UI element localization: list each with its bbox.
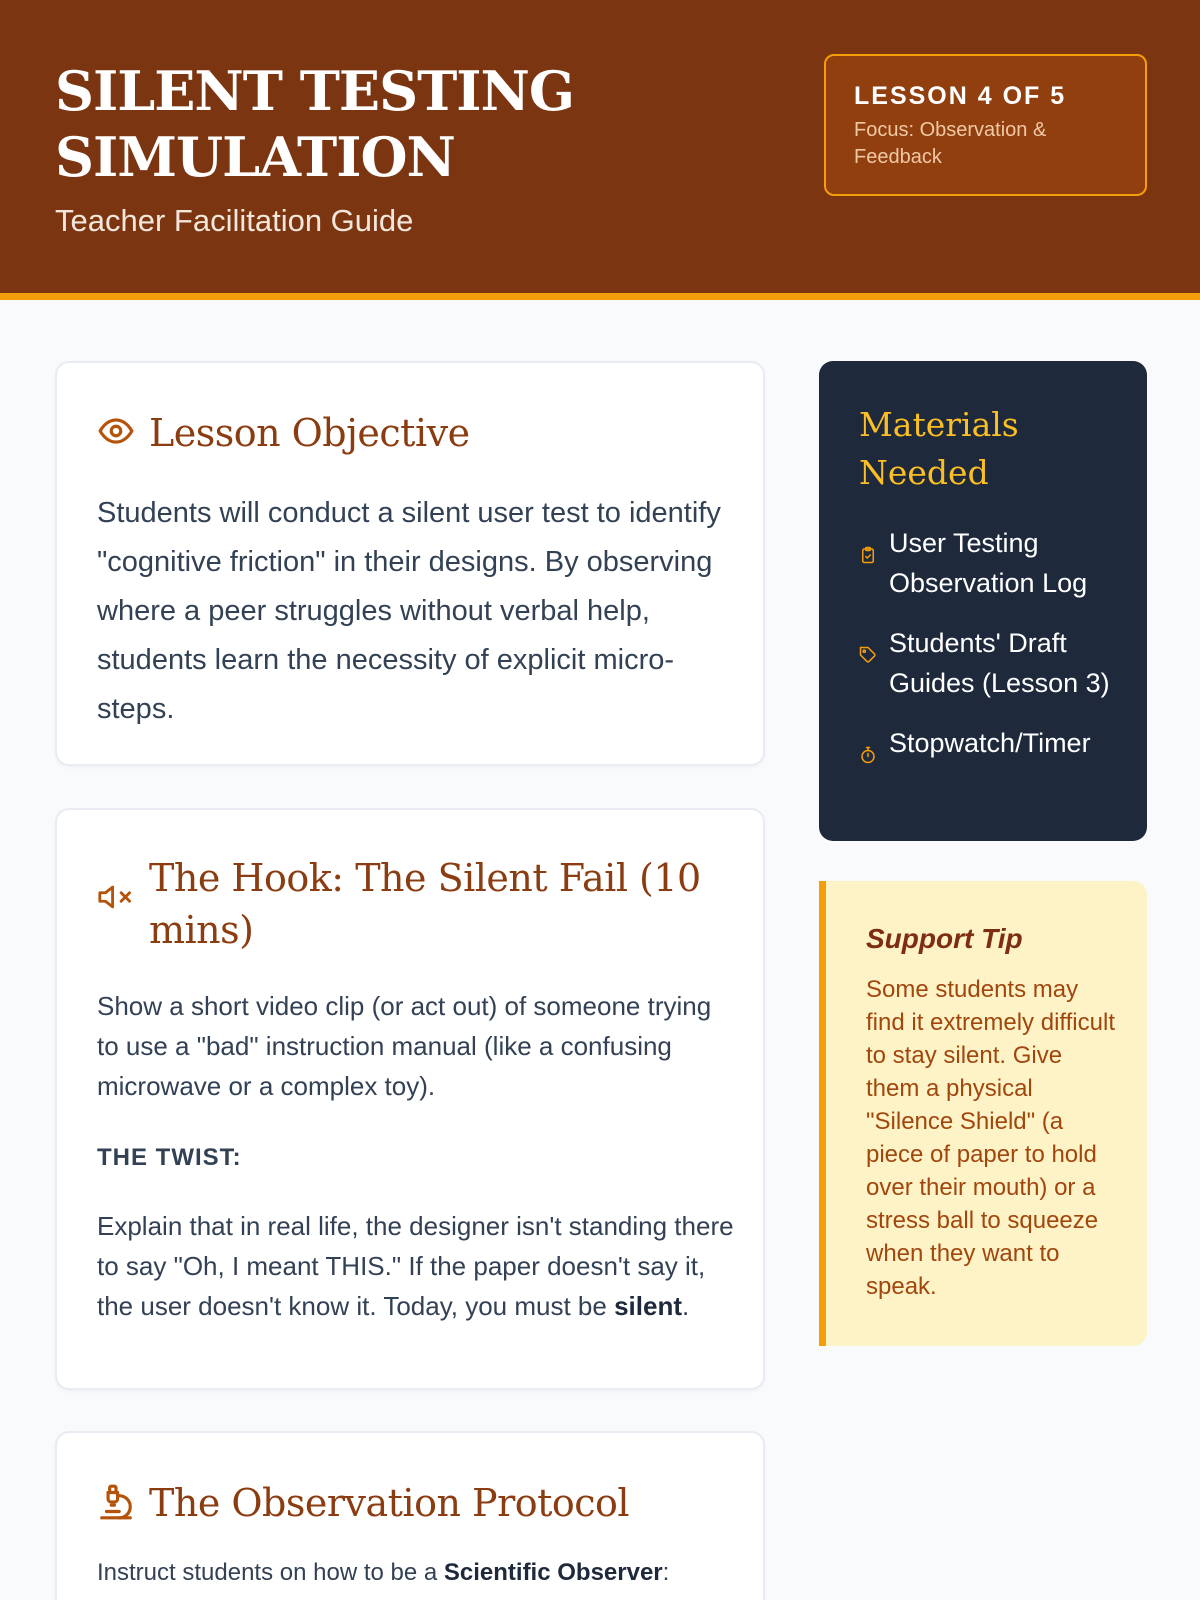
support-tip-title: Support Tip — [866, 923, 1023, 954]
twist-text-emphasis: silent — [614, 1291, 682, 1321]
materials-title: Materials Needed — [859, 405, 1019, 492]
microscope-icon — [97, 1477, 137, 1526]
page-header — [0, 0, 1200, 300]
objective-header — [97, 407, 470, 459]
protocol-intro-emphasis: Scientific Observer — [443, 1559, 663, 1586]
eye-icon — [97, 407, 137, 455]
page-title-line-1: SILENT TESTING — [55, 59, 574, 123]
page-subtitle: Teacher Facilitation Guide — [55, 203, 414, 238]
objective-card — [55, 361, 765, 766]
tag-icon — [859, 623, 889, 675]
lesson-badge — [824, 54, 1147, 196]
materials-item — [859, 523, 1117, 603]
volume-mute-icon — [97, 852, 137, 919]
lesson-badge-title: LESSON 4 OF 5 — [854, 82, 1067, 110]
protocol-header — [97, 1477, 629, 1529]
lesson-badge-focus: Focus: Observation & Feedback — [854, 119, 1047, 168]
materials-item — [859, 723, 1117, 775]
support-tip — [819, 881, 1147, 1346]
hook-text: Show a short video clip (or act out) of someone trying to use a "bad" instruction manual (like a confusing microwave or a complex toy). — [97, 991, 712, 1101]
materials-item — [859, 623, 1117, 703]
materials-item-label: User Testing Observation Log — [889, 528, 1088, 598]
protocol-intro-main: Instruct students on how to be a — [97, 1559, 444, 1586]
protocol-card — [55, 1431, 765, 1600]
materials-list — [859, 523, 1117, 775]
page-title-line-2: SIMULATION — [55, 125, 455, 189]
hook-title: The Hook: The Silent Fail (10 mins) — [149, 856, 701, 952]
hook-card — [55, 808, 765, 1390]
protocol-intro — [97, 1559, 669, 1587]
objective-title: Lesson Objective — [149, 411, 470, 455]
materials-item-label: Students' Draft Guides (Lesson 3) — [889, 628, 1110, 698]
stopwatch-icon — [859, 723, 889, 775]
twist-text — [97, 1206, 737, 1326]
support-tip-text: Some students may find it extremely difficult to stay silent. Give them a physical "Silence Shield" (a piece of paper to hold over their mouth) or a stress ball to squeeze when they want to speak. — [866, 976, 1115, 1300]
materials-item-label: Stopwatch/Timer — [889, 728, 1091, 758]
clipboard-icon — [859, 523, 889, 575]
materials-panel — [819, 361, 1147, 841]
hook-header — [97, 852, 717, 956]
protocol-title: The Observation Protocol — [149, 1481, 630, 1525]
protocol-intro-end: : — [662, 1559, 670, 1586]
page-title — [55, 58, 755, 190]
objective-text: Students will conduct a silent user test to identify "cognitive friction" in their designs. By observing where a peer struggles without verbal help, students learn the necessity of explicit micro-steps. — [97, 497, 721, 725]
twist-label: THE TWIST: — [97, 1144, 242, 1171]
twist-text-main: Explain that in real life, the designer isn't standing there to say "Oh, I meant THIS." If the paper doesn't say it, the user doesn't know it. Today, you must be — [97, 1211, 734, 1321]
twist-text-end: . — [682, 1291, 690, 1321]
